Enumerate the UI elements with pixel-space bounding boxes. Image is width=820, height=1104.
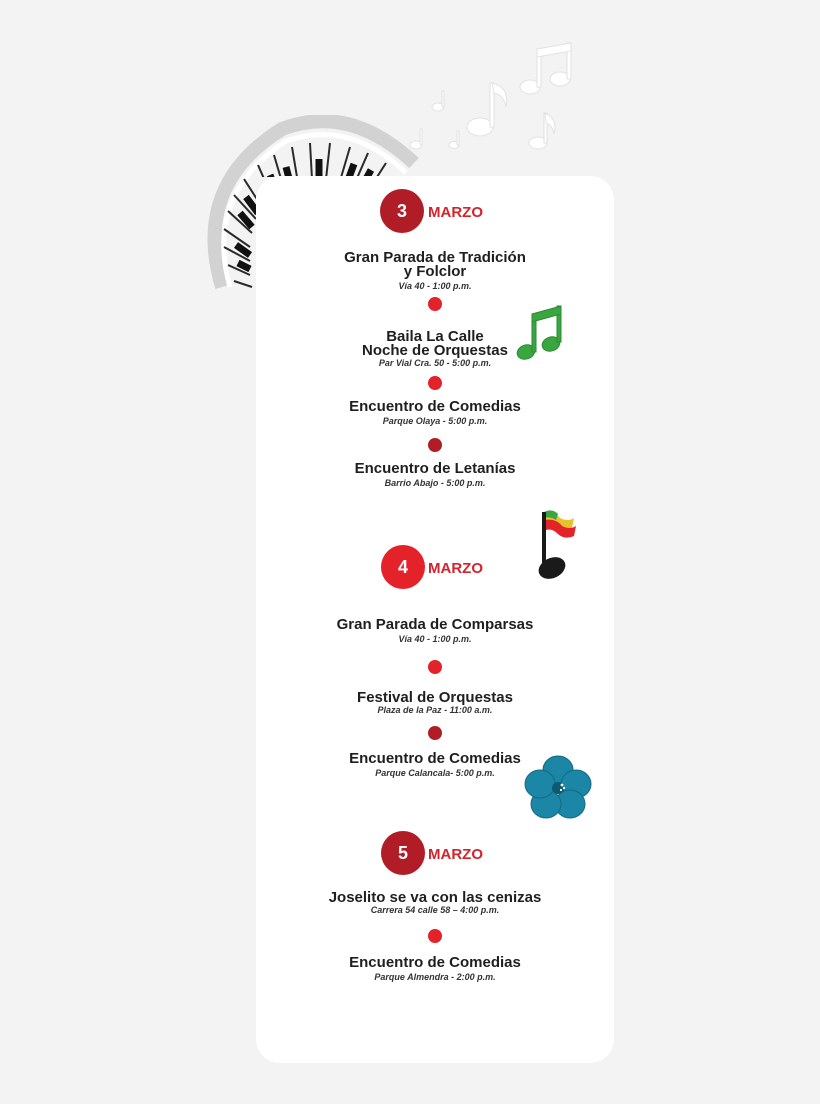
event-title: Encuentro de Comedias: [349, 750, 521, 767]
day-badge: 4: [381, 545, 425, 589]
event-separator-dot: [428, 438, 442, 452]
event-title: Encuentro de Comedias: [349, 398, 521, 415]
event-title-line: Gran Parada de Tradición: [344, 249, 526, 266]
event-subtitle: Vía 40 - 1:00 p.m.: [398, 634, 472, 644]
event-title-line: y Folclor: [403, 263, 467, 280]
blue-flower-icon: [524, 754, 592, 820]
month-label: MARZO: [428, 560, 483, 577]
music-notes-icon: [400, 35, 590, 165]
event-subtitle: Par Vial Cra. 50 - 5:00 p.m.: [378, 358, 492, 368]
event-separator-dot: [428, 297, 442, 311]
month-label: MARZO: [428, 846, 483, 863]
event-subtitle: Parque Calancala- 5:00 p.m.: [375, 768, 495, 778]
event-title-line: Baila La Calle: [386, 328, 484, 345]
event-title-line: Noche de Orquestas: [362, 342, 508, 359]
event-title: Encuentro de Letanías: [354, 460, 516, 477]
day-badge: 5: [381, 831, 425, 875]
event-subtitle: Vía 40 - 1:00 p.m.: [398, 281, 472, 291]
event-subtitle: Barrio Abajo - 5:00 p.m.: [384, 478, 486, 488]
day-badge: 3: [380, 189, 424, 233]
month-label: MARZO: [428, 204, 483, 221]
event-title: Gran Parada de Comparsas: [336, 616, 534, 633]
event-title: [256, 251, 614, 279]
event-separator-dot: [428, 376, 442, 390]
flag-music-note-icon: [532, 508, 580, 582]
event-separator-dot: [428, 929, 442, 943]
event-title: Festival de Orquestas: [357, 689, 513, 706]
event-subtitle: Plaza de la Paz - 11:00 a.m.: [377, 705, 493, 715]
event-title: Encuentro de Comedias: [349, 954, 521, 971]
event-subtitle: Parque Almendra - 2:00 p.m.: [374, 972, 496, 982]
green-music-note-icon: [515, 302, 563, 364]
event-title: Joselito se va con las cenizas: [328, 889, 542, 906]
event-separator-dot: [428, 660, 442, 674]
event-separator-dot: [428, 726, 442, 740]
event-subtitle: Carrera 54 calle 58 – 4:00 p.m.: [370, 905, 500, 915]
event-subtitle: Parque Olaya - 5:00 p.m.: [382, 416, 488, 426]
